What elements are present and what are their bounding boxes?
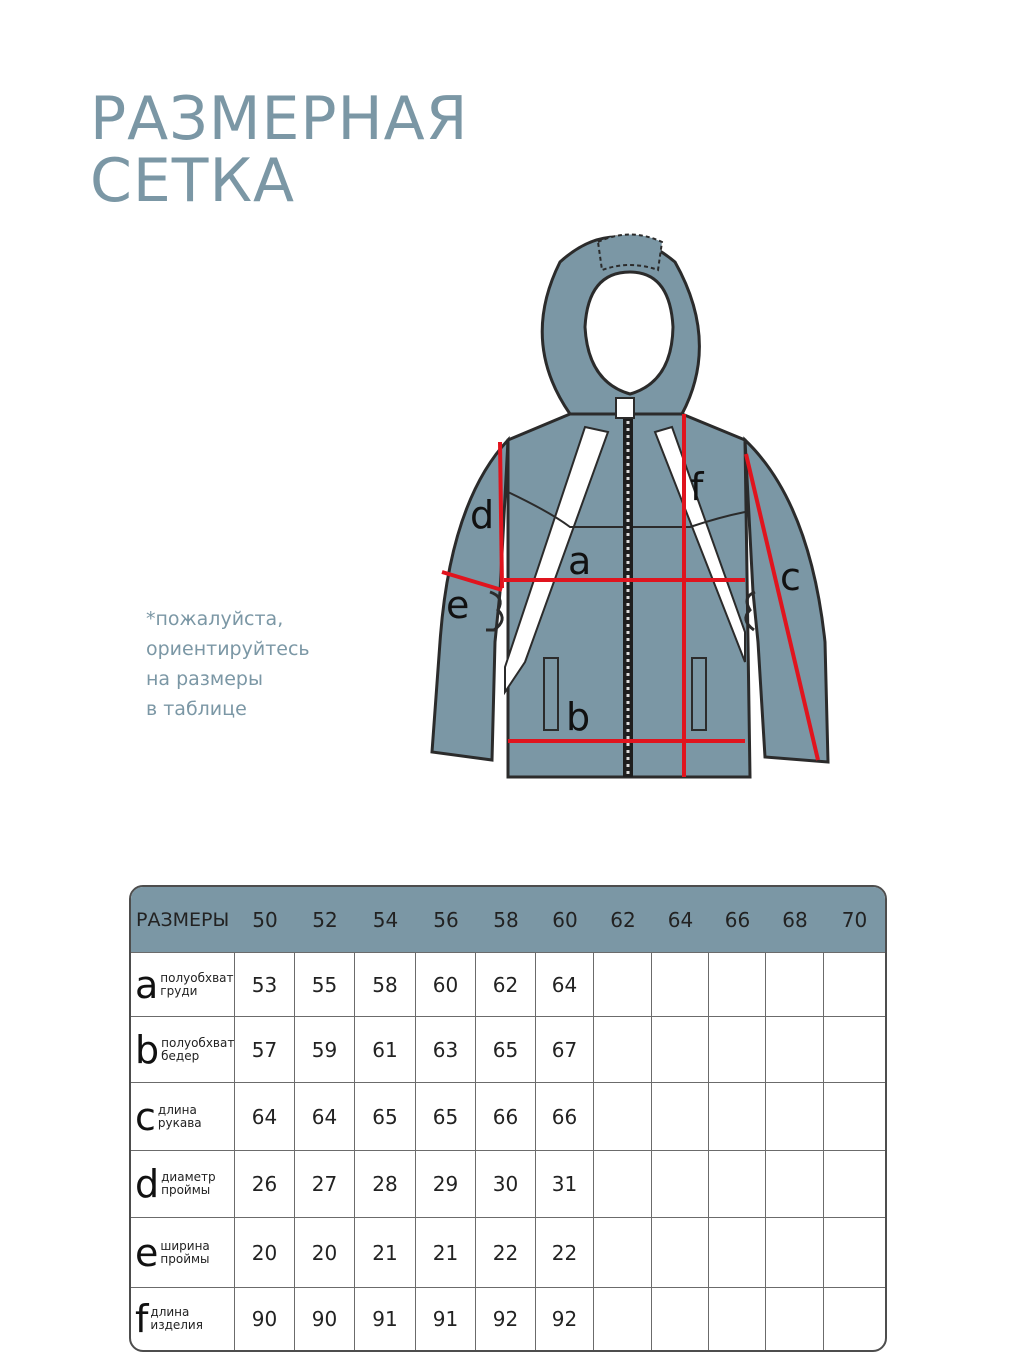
table-cell xyxy=(709,1288,766,1350)
label-b: b xyxy=(566,695,591,739)
table-cell xyxy=(652,1083,709,1151)
table-cell: 91 xyxy=(355,1288,416,1350)
jacket-diagram xyxy=(420,222,840,792)
table-cell xyxy=(824,1151,885,1218)
table-cell xyxy=(766,1218,824,1288)
measure-description-line: диаметр xyxy=(161,1170,216,1184)
table-cell xyxy=(766,1151,824,1218)
size-header: 62 xyxy=(594,887,652,953)
measure-description-line: рукава xyxy=(157,1115,202,1130)
size-header: 64 xyxy=(652,887,709,953)
table-cell: 28 xyxy=(355,1151,416,1218)
note-line: ориентируйтесь xyxy=(146,638,310,660)
table-cell xyxy=(709,953,766,1017)
table-cell: 60 xyxy=(416,953,476,1017)
page-title xyxy=(90,84,469,216)
table-cell xyxy=(709,1218,766,1288)
table-cell: 67 xyxy=(536,1017,594,1083)
table-cell: 65 xyxy=(476,1017,536,1083)
size-header: 70 xyxy=(824,887,885,953)
size-header: 56 xyxy=(416,887,476,953)
table-header-label: РАЗМЕРЫ xyxy=(131,887,235,953)
size-header: 52 xyxy=(295,887,355,953)
measure-description-line: груди xyxy=(160,983,198,998)
table-cell: 65 xyxy=(355,1083,416,1151)
measure-row-header xyxy=(131,1151,235,1218)
left-sleeve xyxy=(432,440,508,760)
measure-description xyxy=(158,1104,202,1130)
size-header: 66 xyxy=(709,887,766,953)
size-header: 68 xyxy=(766,887,824,953)
table-cell: 61 xyxy=(355,1017,416,1083)
measure-description xyxy=(150,1306,203,1332)
table-cell xyxy=(766,1017,824,1083)
table-cell: 31 xyxy=(536,1151,594,1218)
table-cell: 22 xyxy=(476,1218,536,1288)
table-cell: 22 xyxy=(536,1218,594,1288)
measure-letter: b xyxy=(135,1027,160,1072)
measure-description-line: длина xyxy=(150,1305,190,1319)
hood-seam xyxy=(598,235,662,271)
measure-row-header xyxy=(131,1083,235,1151)
size-header: 50 xyxy=(235,887,295,953)
label-d: d xyxy=(470,493,495,537)
measure-row-header xyxy=(131,1218,235,1288)
measure-row-header xyxy=(131,1017,235,1083)
size-table xyxy=(129,885,887,1352)
table-cell: 66 xyxy=(536,1083,594,1151)
table-cell xyxy=(824,953,885,1017)
measure-description-line: длина xyxy=(157,1102,197,1117)
table-cell xyxy=(766,1083,824,1151)
table-cell: 26 xyxy=(235,1151,295,1218)
title-line-2: СЕТКА xyxy=(90,146,296,216)
table-cell xyxy=(594,1151,652,1218)
measure-row-header xyxy=(131,953,235,1017)
table-cell: 57 xyxy=(235,1017,295,1083)
table-cell xyxy=(652,1151,709,1218)
table-cell xyxy=(652,1218,709,1288)
measure-description-line: изделия xyxy=(150,1318,203,1332)
table-cell xyxy=(766,953,824,1017)
size-note xyxy=(146,604,366,724)
measure-description-line: полуобхват xyxy=(161,1035,235,1050)
size-header: 58 xyxy=(476,887,536,953)
measure-description xyxy=(160,972,233,998)
measure-description-line: проймы xyxy=(160,1251,210,1266)
table-cell: 21 xyxy=(416,1218,476,1288)
note-line: *пожалуйста, xyxy=(146,608,284,630)
table-cell: 20 xyxy=(235,1218,295,1288)
table-cell xyxy=(824,1218,885,1288)
size-header: 60 xyxy=(536,887,594,953)
measure-description xyxy=(161,1037,234,1063)
table-cell xyxy=(594,953,652,1017)
table-cell: 65 xyxy=(416,1083,476,1151)
label-e: e xyxy=(446,583,470,627)
table-cell: 29 xyxy=(416,1151,476,1218)
right-sleeve xyxy=(745,440,828,762)
table-cell xyxy=(824,1288,885,1350)
table-cell: 90 xyxy=(235,1288,295,1350)
measure-letter: c xyxy=(135,1094,156,1139)
label-c: c xyxy=(780,555,801,599)
label-a: a xyxy=(568,539,592,583)
table-cell xyxy=(766,1288,824,1350)
table-cell: 21 xyxy=(355,1218,416,1288)
table-cell xyxy=(709,1151,766,1218)
table-cell xyxy=(709,1083,766,1151)
table-cell xyxy=(594,1218,652,1288)
measure-description-line: ширина xyxy=(160,1238,210,1253)
table-cell: 58 xyxy=(355,953,416,1017)
table-cell xyxy=(652,1288,709,1350)
table-cell: 92 xyxy=(536,1288,594,1350)
table-cell xyxy=(824,1083,885,1151)
size-header: 54 xyxy=(355,887,416,953)
table-cell xyxy=(709,1017,766,1083)
table-cell: 64 xyxy=(235,1083,295,1151)
measure-description xyxy=(160,1240,209,1266)
table-cell: 20 xyxy=(295,1218,355,1288)
table-cell: 92 xyxy=(476,1288,536,1350)
table-cell xyxy=(824,1017,885,1083)
measure-description-line: полуобхват xyxy=(160,970,234,985)
title-line-1: РАЗМЕРНАЯ xyxy=(90,84,469,154)
table-cell: 64 xyxy=(295,1083,355,1151)
measure-description-line: проймы xyxy=(161,1183,211,1197)
table-cell xyxy=(594,1083,652,1151)
table-cell xyxy=(594,1288,652,1350)
table-cell: 62 xyxy=(476,953,536,1017)
collar-tag xyxy=(616,398,634,418)
table-cell: 66 xyxy=(476,1083,536,1151)
table-cell: 30 xyxy=(476,1151,536,1218)
table-cell xyxy=(652,953,709,1017)
measure-row-header xyxy=(131,1288,235,1350)
table-cell: 91 xyxy=(416,1288,476,1350)
table-cell: 90 xyxy=(295,1288,355,1350)
measure-description-line: бедер xyxy=(161,1048,200,1063)
table-cell: 53 xyxy=(235,953,295,1017)
table-cell: 63 xyxy=(416,1017,476,1083)
measure-letter: d xyxy=(135,1162,160,1206)
table-cell xyxy=(652,1017,709,1083)
measure-letter: f xyxy=(135,1297,149,1341)
table-cell: 55 xyxy=(295,953,355,1017)
table-cell: 59 xyxy=(295,1017,355,1083)
measure-description xyxy=(161,1171,216,1197)
label-f: f xyxy=(690,465,704,509)
table-cell: 64 xyxy=(536,953,594,1017)
measure-letter: a xyxy=(135,962,159,1007)
measure-letter: e xyxy=(135,1230,159,1275)
note-line: на размеры xyxy=(146,668,263,690)
measure-line-d xyxy=(500,442,502,588)
table-cell xyxy=(594,1017,652,1083)
note-line: в таблице xyxy=(146,698,247,720)
table-cell: 27 xyxy=(295,1151,355,1218)
